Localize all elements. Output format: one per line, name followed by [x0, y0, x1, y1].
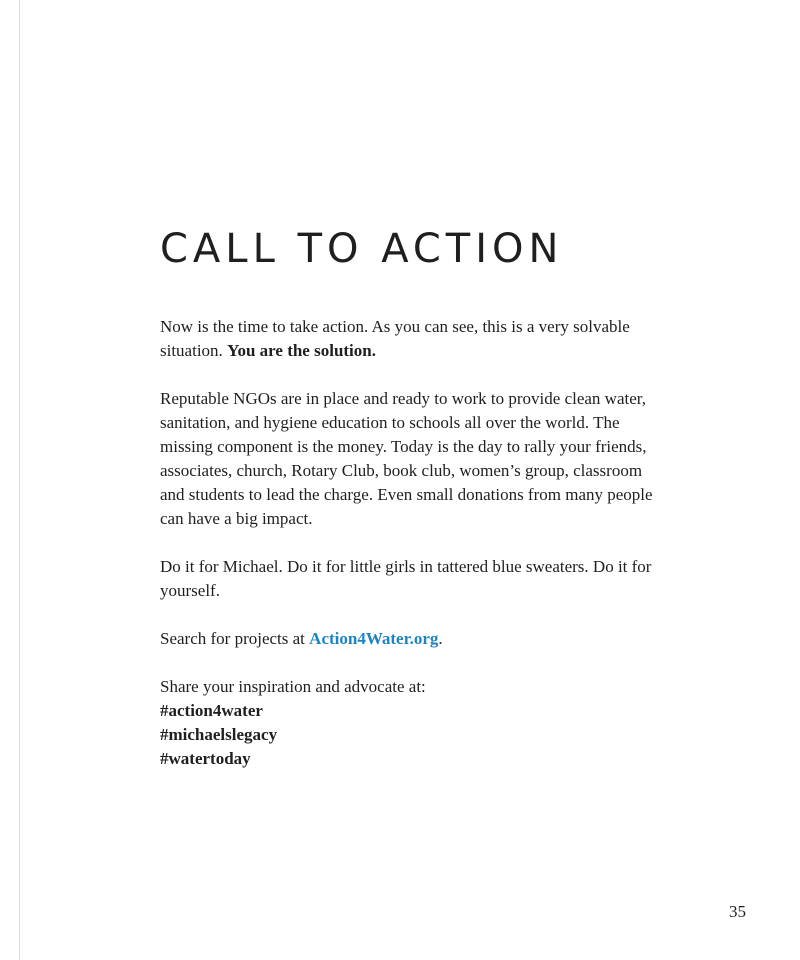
ngo-paragraph: Reputable NGOs are in place and ready to work to provide clean water, sanitation, and hygiene education to schools all over the world. The missing component is the money. Today is the day to rally your friends, associates, church, Rotary Club, book club, women’s group, classroom and students to lead the charge. Even small donations from many people can have a big impact. — [160, 389, 653, 528]
search-paragraph — [160, 627, 660, 651]
intro-paragraph — [160, 315, 660, 363]
intro-text: Now is the time to take action. As you can see, this is a very solvable situation. — [160, 317, 630, 360]
search-prefix: Search for projects at — [160, 629, 310, 648]
page-edge-divider — [19, 0, 20, 960]
motivation-paragraph: Do it for Michael. Do it for little girls in tattered blue sweaters. Do it for yourself. — [160, 557, 652, 600]
hashtag-michaelslegacy: #michaelslegacy — [160, 725, 278, 744]
body-text — [160, 315, 660, 771]
intro-emphasis: You are the solution. — [227, 341, 376, 360]
action4water-link[interactable]: Action4Water.org — [309, 629, 439, 648]
share-intro: Share your inspiration and advocate at: — [160, 677, 426, 696]
share-paragraph — [160, 675, 660, 771]
hashtag-action4water: #action4water — [160, 701, 263, 720]
hashtag-watertoday: #watertoday — [160, 749, 251, 768]
page-title: CALL TO ACTION — [160, 226, 564, 272]
page-number: 35 — [729, 902, 746, 921]
search-suffix: . — [438, 629, 443, 648]
